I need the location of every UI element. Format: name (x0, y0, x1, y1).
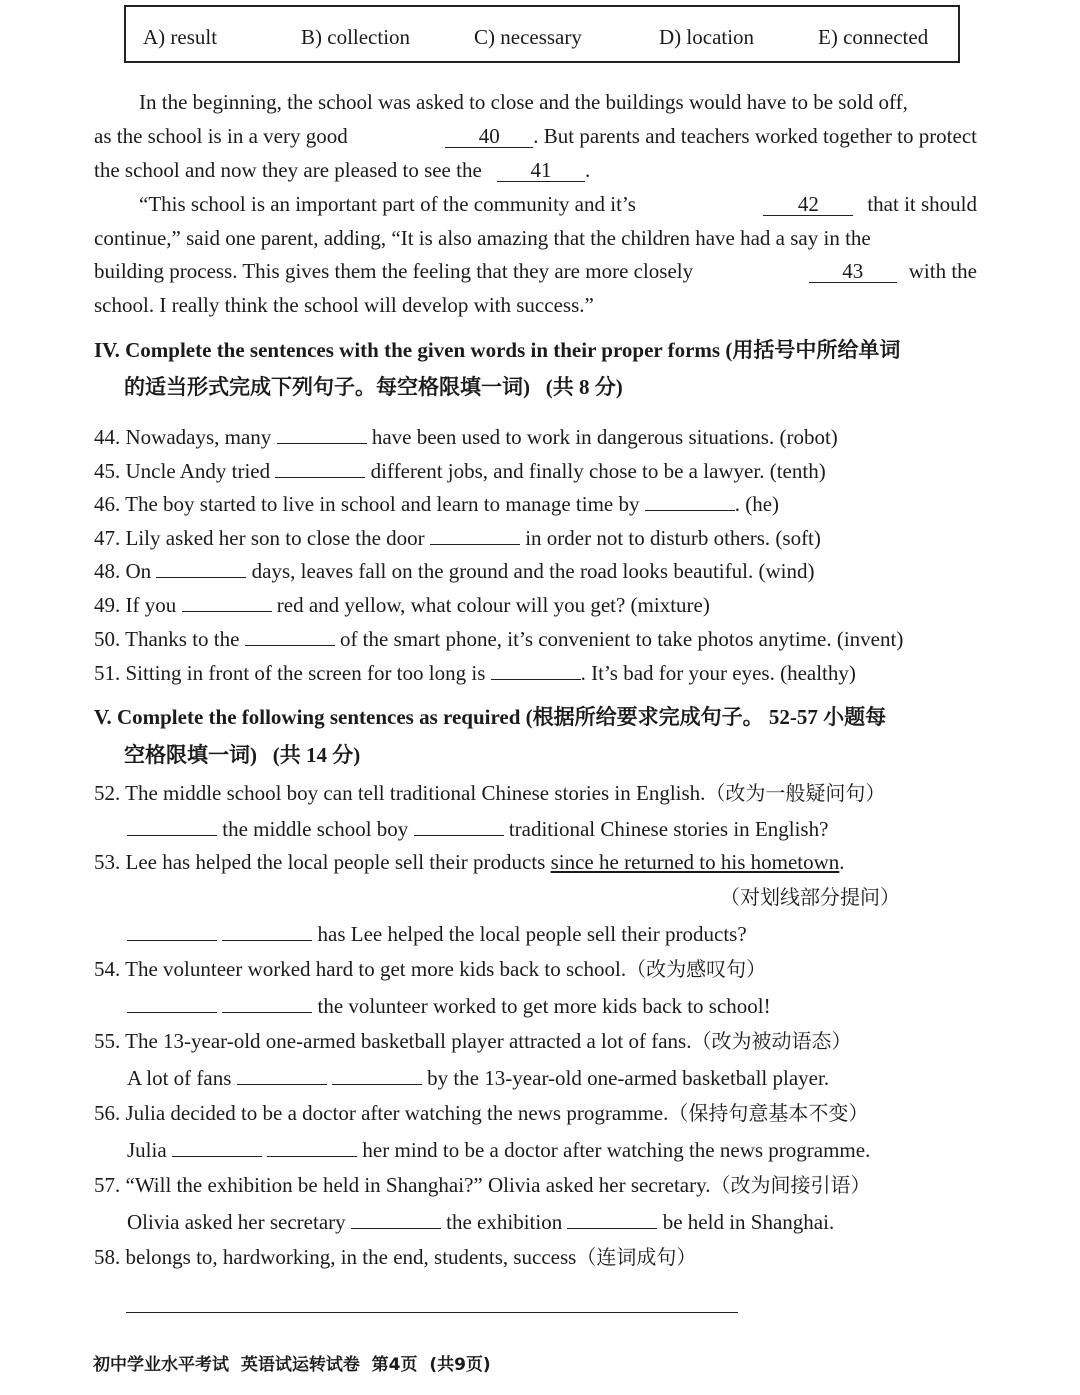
answer-54: the volunteer worked to get more kids back to school! (127, 993, 771, 1019)
word-option-b: B) collection (301, 25, 411, 49)
question-56: 56. Julia decided to be a doctor after watching the news programme.（保持句意基本不变） (94, 1101, 869, 1125)
passage-line: continue,” said one parent, adding, “It is also amazing that the children have had a say in the (94, 226, 871, 250)
question-53: 53. Lee has helped the local people sell their products since he returned to his hometown. (94, 850, 845, 874)
underlined-phrase: since he returned to his hometown (550, 850, 840, 874)
question-48: 48. On days, leaves fall on the ground and the road looks beautiful. (wind) (94, 559, 815, 583)
word-option-a: A) result (143, 25, 218, 49)
question-47: 47. Lily asked her son to close the door in order not to disturb others. (soft) (94, 526, 821, 550)
passage-line: In the beginning, the school was asked to close and the buildings would have to be sold off, (139, 90, 908, 114)
section-5-heading-cont: 空格限填一词) (共 14 分) (124, 743, 361, 767)
answer-blank[interactable] (275, 459, 365, 478)
answer-blank[interactable] (127, 922, 217, 941)
answer-blank[interactable] (567, 1210, 657, 1229)
answer-blank[interactable] (277, 425, 367, 444)
word-option-d: D) location (659, 25, 755, 49)
question-54: 54. The volunteer worked hard to get more kids back to school.（改为感叹句） (94, 957, 767, 981)
answer-blank[interactable] (127, 994, 217, 1013)
question-55: 55. The 13-year-old one-armed basketball player attracted a lot of fans.（改为被动语态） (94, 1029, 852, 1053)
blank-42[interactable]: 42 (763, 193, 853, 216)
answer-blank[interactable] (351, 1210, 441, 1229)
question-45: 45. Uncle Andy tried different jobs, and finally chose to be a lawyer. (tenth) (94, 459, 826, 483)
question-46: 46. The boy started to live in school and learn to manage time by . (he) (94, 492, 780, 516)
answer-blank[interactable] (267, 1138, 357, 1157)
answer-blank[interactable] (156, 559, 246, 578)
answer-blank[interactable] (332, 1066, 422, 1085)
answer-blank[interactable] (222, 922, 312, 941)
section-5-heading: V. Complete the following sentences as required (根据所给要求完成句子。 52-57 小题每 (94, 705, 887, 729)
passage-line: “This school is an important part of the community and it’s 42 that it should (139, 192, 977, 216)
question-57: 57. “Will the exhibition be held in Shanghai?” Olivia asked her secretary.（改为间接引语） (94, 1173, 871, 1197)
word-option-c: C) necessary (474, 25, 582, 49)
passage-line: as the school is in a very good 40 . But parents and teachers worked together to protect (94, 124, 977, 148)
answer-blank[interactable] (222, 994, 312, 1013)
answer-56: Julia her mind to be a doctor after watching the news programme. (127, 1138, 871, 1162)
answer-blank[interactable] (430, 526, 520, 545)
answer-blank[interactable] (182, 593, 272, 612)
passage-line: the school and now they are pleased to see the 41 . (94, 158, 591, 182)
answer-blank[interactable] (245, 627, 335, 646)
question-50: 50. Thanks to the of the smart phone, it’s convenient to take photos anytime. (invent) (94, 627, 904, 651)
blank-43[interactable]: 43 (809, 260, 897, 283)
blank-41[interactable]: 41 (497, 159, 585, 182)
answer-blank[interactable] (491, 661, 581, 680)
blank-40[interactable]: 40 (445, 125, 533, 148)
passage-line: building process. This gives them the feeling that they are more closely 43 with the (94, 259, 977, 283)
answer-55: A lot of fans by the 13-year-old one-armed basketball player. (127, 1066, 830, 1090)
answer-52: the middle school boy traditional Chinese stories in English? (127, 816, 828, 842)
word-bank-box (124, 5, 960, 63)
answer-blank[interactable] (645, 492, 735, 511)
question-58: 58. belongs to, hardworking, in the end, students, success（连词成句） (94, 1245, 697, 1269)
question-44: 44. Nowadays, many have been used to work in dangerous situations. (robot) (94, 425, 838, 449)
question-52: 52. The middle school boy can tell traditional Chinese stories in English.（改为一般疑问句） (94, 781, 886, 805)
section-4-heading: IV. Complete the sentences with the given words in their proper forms (用括号中所给单词 (94, 338, 901, 362)
word-option-e: E) connected (818, 25, 929, 49)
answer-57: Olivia asked her secretary the exhibition be held in Shanghai. (127, 1210, 835, 1234)
question-51: 51. Sitting in front of the screen for too long is . It’s bad for your eyes. (healthy) (94, 661, 856, 685)
answer-blank[interactable] (237, 1066, 327, 1085)
answer-blank[interactable] (172, 1138, 262, 1157)
answer-blank[interactable] (127, 817, 217, 836)
page-footer: 初中学业水平考试 英语试运转试卷 第4页 (共9页) (93, 1355, 491, 1375)
answer-58-line[interactable] (126, 1312, 738, 1313)
answer-blank[interactable] (414, 817, 504, 836)
answer-53: has Lee helped the local people sell their products? (127, 921, 747, 947)
question-53-instruction: （对划线部分提问） (720, 885, 900, 909)
question-49: 49. If you red and yellow, what colour will you get? (mixture) (94, 593, 710, 617)
section-4-heading-cont: 的适当形式完成下列句子。每空格限填一词) (共 8 分) (124, 375, 623, 399)
passage-line: school. I really think the school will develop with success.” (94, 293, 594, 317)
